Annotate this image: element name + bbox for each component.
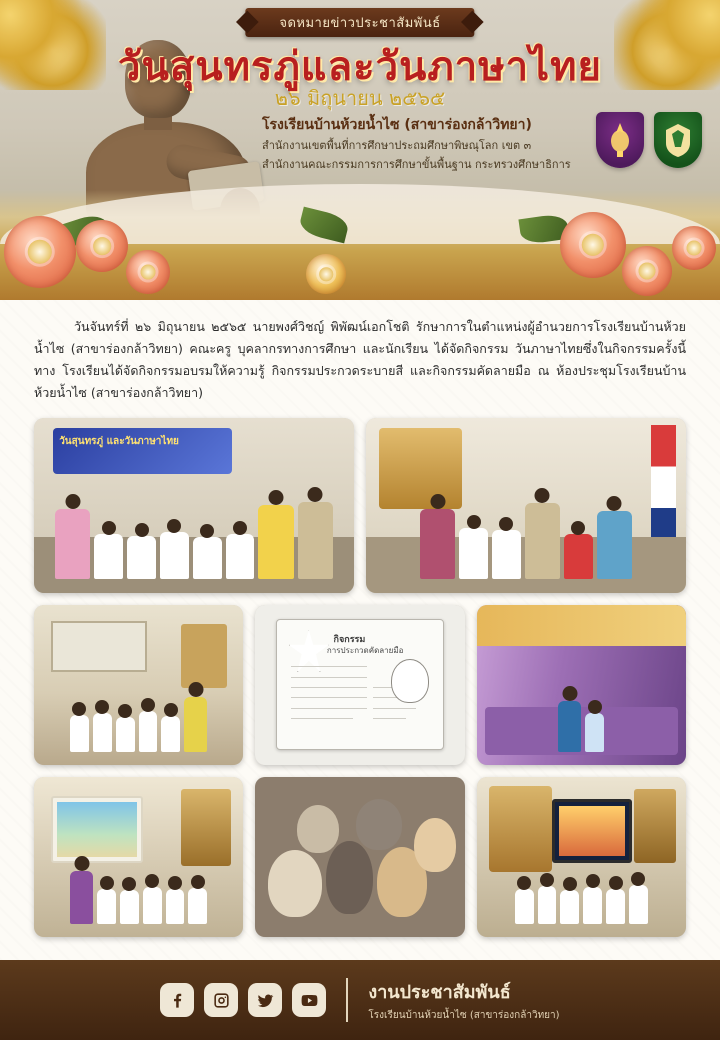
worksheet-title: กิจกรรม: [333, 634, 366, 645]
gold-ornament-right-icon: [614, 0, 720, 90]
article-body: วันจันทร์ที่ ๒๖ มิถุนายน ๒๕๖๕ นายพงศ์วิชญ์ พิพัฒน์เอกโชติ รักษาการในตำแหน่งผู้อำนวยการโรงเรียนบ้านห้วยน้ำไซ (สาขาร่องกล้าวิทยา) คณะครู บุคลากรทางการศึกษา และนักเรียน ได้จัดกิจกรรม วันภาษาไทยซึ่งในกิจกรรมครั้งนี้ทาง โรงเรียนได้จัดกิจกรรมอบรมให้ความรู้ กิจกรรมประกวดระบายสี และกิจกรรมคัดลายมือ ณ ห้องประชุมโรงเรียนบ้านห้วยน้ำไซ (สาขาร่องกล้าวิทยา): [34, 319, 686, 400]
footer-title: งานประชาสัมพันธ์: [368, 982, 511, 1003]
twitter-icon[interactable]: [248, 983, 282, 1017]
photo-gallery: [34, 418, 686, 937]
org-line-2: สำนักงานคณะกรรมการการศึกษาขั้นพื้นฐาน กระทรวงศึกษาธิการ: [262, 158, 571, 172]
photo-8[interactable]: [477, 777, 686, 937]
facebook-icon[interactable]: [160, 983, 194, 1017]
footer-subtitle: โรงเรียนบ้านห้วยน้ำไซ (สาขาร่องกล้าวิทยา): [368, 1010, 560, 1021]
photo-6[interactable]: [34, 777, 243, 937]
org-line-1: สำนักงานเขตพื้นที่การศึกษาประถมศึกษาพิษณุโลก เขต ๓: [262, 139, 532, 153]
gold-ornament-left-icon: [0, 0, 106, 90]
photo-row-2: [34, 605, 686, 765]
content-area: [0, 300, 720, 960]
instagram-icon[interactable]: [204, 983, 238, 1017]
social-links: [160, 983, 326, 1017]
photo-4[interactable]: [255, 605, 464, 765]
photo-1-banner-text: วันสุนทรภู่ และวันภาษาไทย: [59, 436, 179, 447]
worksheet-subtitle: การประกวดคัดลายมือ: [326, 646, 404, 656]
logo-group: [596, 112, 702, 168]
ministry-of-education-logo: [596, 112, 644, 168]
photo-row-1: [34, 418, 686, 593]
photo-5[interactable]: [477, 605, 686, 765]
header-banner: [0, 0, 720, 300]
page-subtitle-date: ๒๖ มิถุนายน ๒๕๖๕: [274, 86, 446, 110]
footer-text-block: [368, 977, 559, 1023]
newsletter-ribbon-label: จดหมายข่าวประชาสัมพันธ์: [245, 8, 474, 37]
photo-2[interactable]: [366, 418, 686, 593]
school-info-block: [262, 115, 622, 173]
footer-divider: [346, 978, 348, 1022]
photo-1[interactable]: [34, 418, 354, 593]
youtube-icon[interactable]: [292, 983, 326, 1017]
page-title: วันสุนทรภู่และวันภาษาไทย: [118, 44, 602, 90]
photo-7[interactable]: [255, 777, 464, 937]
floral-decoration-strip: [0, 190, 720, 300]
footer-bar: [0, 960, 720, 1040]
school-name: โรงเรียนบ้านห้วยน้ำไซ (สาขาร่องกล้าวิทยา): [262, 117, 532, 133]
photo-3[interactable]: [34, 605, 243, 765]
photo-row-3: [34, 777, 686, 937]
school-logo: [654, 112, 702, 168]
